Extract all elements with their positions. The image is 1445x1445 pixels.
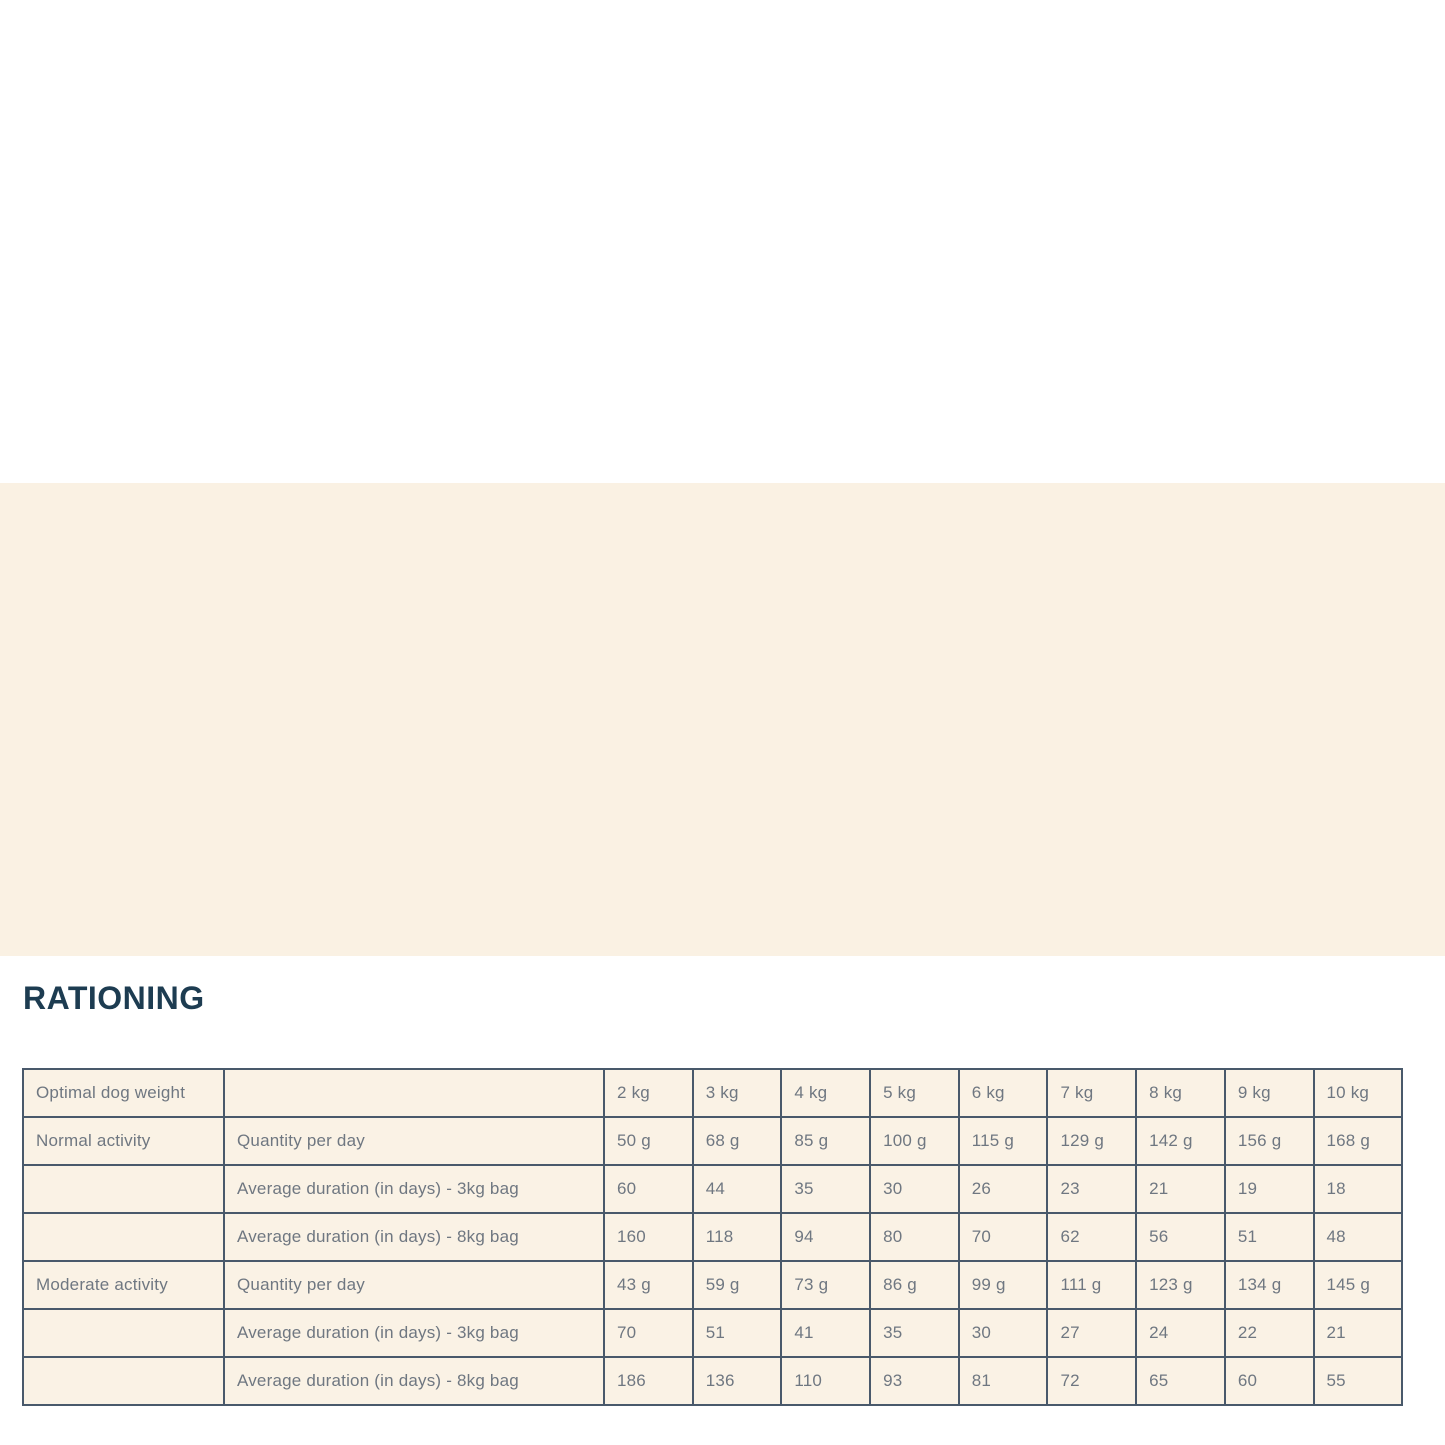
header-weight-cell: 7 kg [1047, 1069, 1136, 1117]
value-cell: 99 g [959, 1261, 1048, 1309]
header-weight-cell: 5 kg [870, 1069, 959, 1117]
value-cell: 73 g [781, 1261, 870, 1309]
value-cell: 51 [1225, 1213, 1314, 1261]
value-cell: 21 [1136, 1165, 1225, 1213]
value-cell: 50 g [604, 1117, 693, 1165]
value-cell: 24 [1136, 1309, 1225, 1357]
value-cell: 134 g [1225, 1261, 1314, 1309]
value-cell: 110 [781, 1357, 870, 1405]
value-cell: 19 [1225, 1165, 1314, 1213]
activity-cell: Moderate activity [23, 1261, 224, 1309]
value-cell: 26 [959, 1165, 1048, 1213]
value-cell: 23 [1047, 1165, 1136, 1213]
table-row [23, 1309, 1402, 1357]
header-spacer-cell [224, 1069, 604, 1117]
value-cell: 136 [693, 1357, 782, 1405]
rationing-section [0, 483, 1445, 1390]
value-cell: 21 [1314, 1309, 1403, 1357]
value-cell: 129 g [1047, 1117, 1136, 1165]
header-weight-cell: 6 kg [959, 1069, 1048, 1117]
table-row [23, 1165, 1402, 1213]
value-cell: 186 [604, 1357, 693, 1405]
value-cell: 115 g [959, 1117, 1048, 1165]
table-row [23, 1117, 1402, 1165]
value-cell: 55 [1314, 1357, 1403, 1405]
header-weight-cell: 2 kg [604, 1069, 693, 1117]
value-cell: 22 [1225, 1309, 1314, 1357]
value-cell: 51 [693, 1309, 782, 1357]
value-cell: 70 [604, 1309, 693, 1357]
header-weight-cell: 3 kg [693, 1069, 782, 1117]
value-cell: 168 g [1314, 1117, 1403, 1165]
activity-cell [23, 1357, 224, 1405]
activity-cell: Normal activity [23, 1117, 224, 1165]
value-cell: 70 [959, 1213, 1048, 1261]
header-weight-cell: 10 kg [1314, 1069, 1403, 1117]
value-cell: 60 [1225, 1357, 1314, 1405]
activity-cell [23, 1309, 224, 1357]
value-cell: 35 [781, 1165, 870, 1213]
value-cell: 48 [1314, 1213, 1403, 1261]
metric-cell: Average duration (in days) - 3kg bag [224, 1309, 604, 1357]
value-cell: 160 [604, 1213, 693, 1261]
value-cell: 118 [693, 1213, 782, 1261]
value-cell: 59 g [693, 1261, 782, 1309]
metric-cell: Average duration (in days) - 3kg bag [224, 1165, 604, 1213]
value-cell: 100 g [870, 1117, 959, 1165]
metric-cell: Average duration (in days) - 8kg bag [224, 1213, 604, 1261]
value-cell: 68 g [693, 1117, 782, 1165]
value-cell: 62 [1047, 1213, 1136, 1261]
value-cell: 43 g [604, 1261, 693, 1309]
value-cell: 60 [604, 1165, 693, 1213]
header-weight-cell: 9 kg [1225, 1069, 1314, 1117]
value-cell: 94 [781, 1213, 870, 1261]
value-cell: 18 [1314, 1165, 1403, 1213]
rationing-table [22, 1068, 1403, 1406]
table-row [23, 1213, 1402, 1261]
value-cell: 145 g [1314, 1261, 1403, 1309]
value-cell: 35 [870, 1309, 959, 1357]
value-cell: 93 [870, 1357, 959, 1405]
table-row-header [23, 1069, 1402, 1117]
value-cell: 72 [1047, 1357, 1136, 1405]
value-cell: 30 [870, 1165, 959, 1213]
value-cell: 86 g [870, 1261, 959, 1309]
table-row [23, 1357, 1402, 1405]
section-title: RATIONING [23, 980, 205, 1016]
metric-cell: Quantity per day [224, 1261, 604, 1309]
header-weight-cell: 8 kg [1136, 1069, 1225, 1117]
value-cell: 27 [1047, 1309, 1136, 1357]
value-cell: 65 [1136, 1357, 1225, 1405]
activity-cell [23, 1165, 224, 1213]
value-cell: 56 [1136, 1213, 1225, 1261]
value-cell: 81 [959, 1357, 1048, 1405]
value-cell: 80 [870, 1213, 959, 1261]
value-cell: 123 g [1136, 1261, 1225, 1309]
activity-cell [23, 1213, 224, 1261]
value-cell: 41 [781, 1309, 870, 1357]
value-cell: 142 g [1136, 1117, 1225, 1165]
value-cell: 44 [693, 1165, 782, 1213]
value-cell: 111 g [1047, 1261, 1136, 1309]
header-weight-cell: 4 kg [781, 1069, 870, 1117]
header-label-cell: Optimal dog weight [23, 1069, 224, 1117]
table-row [23, 1261, 1402, 1309]
metric-cell: Quantity per day [224, 1117, 604, 1165]
metric-cell: Average duration (in days) - 8kg bag [224, 1357, 604, 1405]
value-cell: 30 [959, 1309, 1048, 1357]
value-cell: 85 g [781, 1117, 870, 1165]
value-cell: 156 g [1225, 1117, 1314, 1165]
